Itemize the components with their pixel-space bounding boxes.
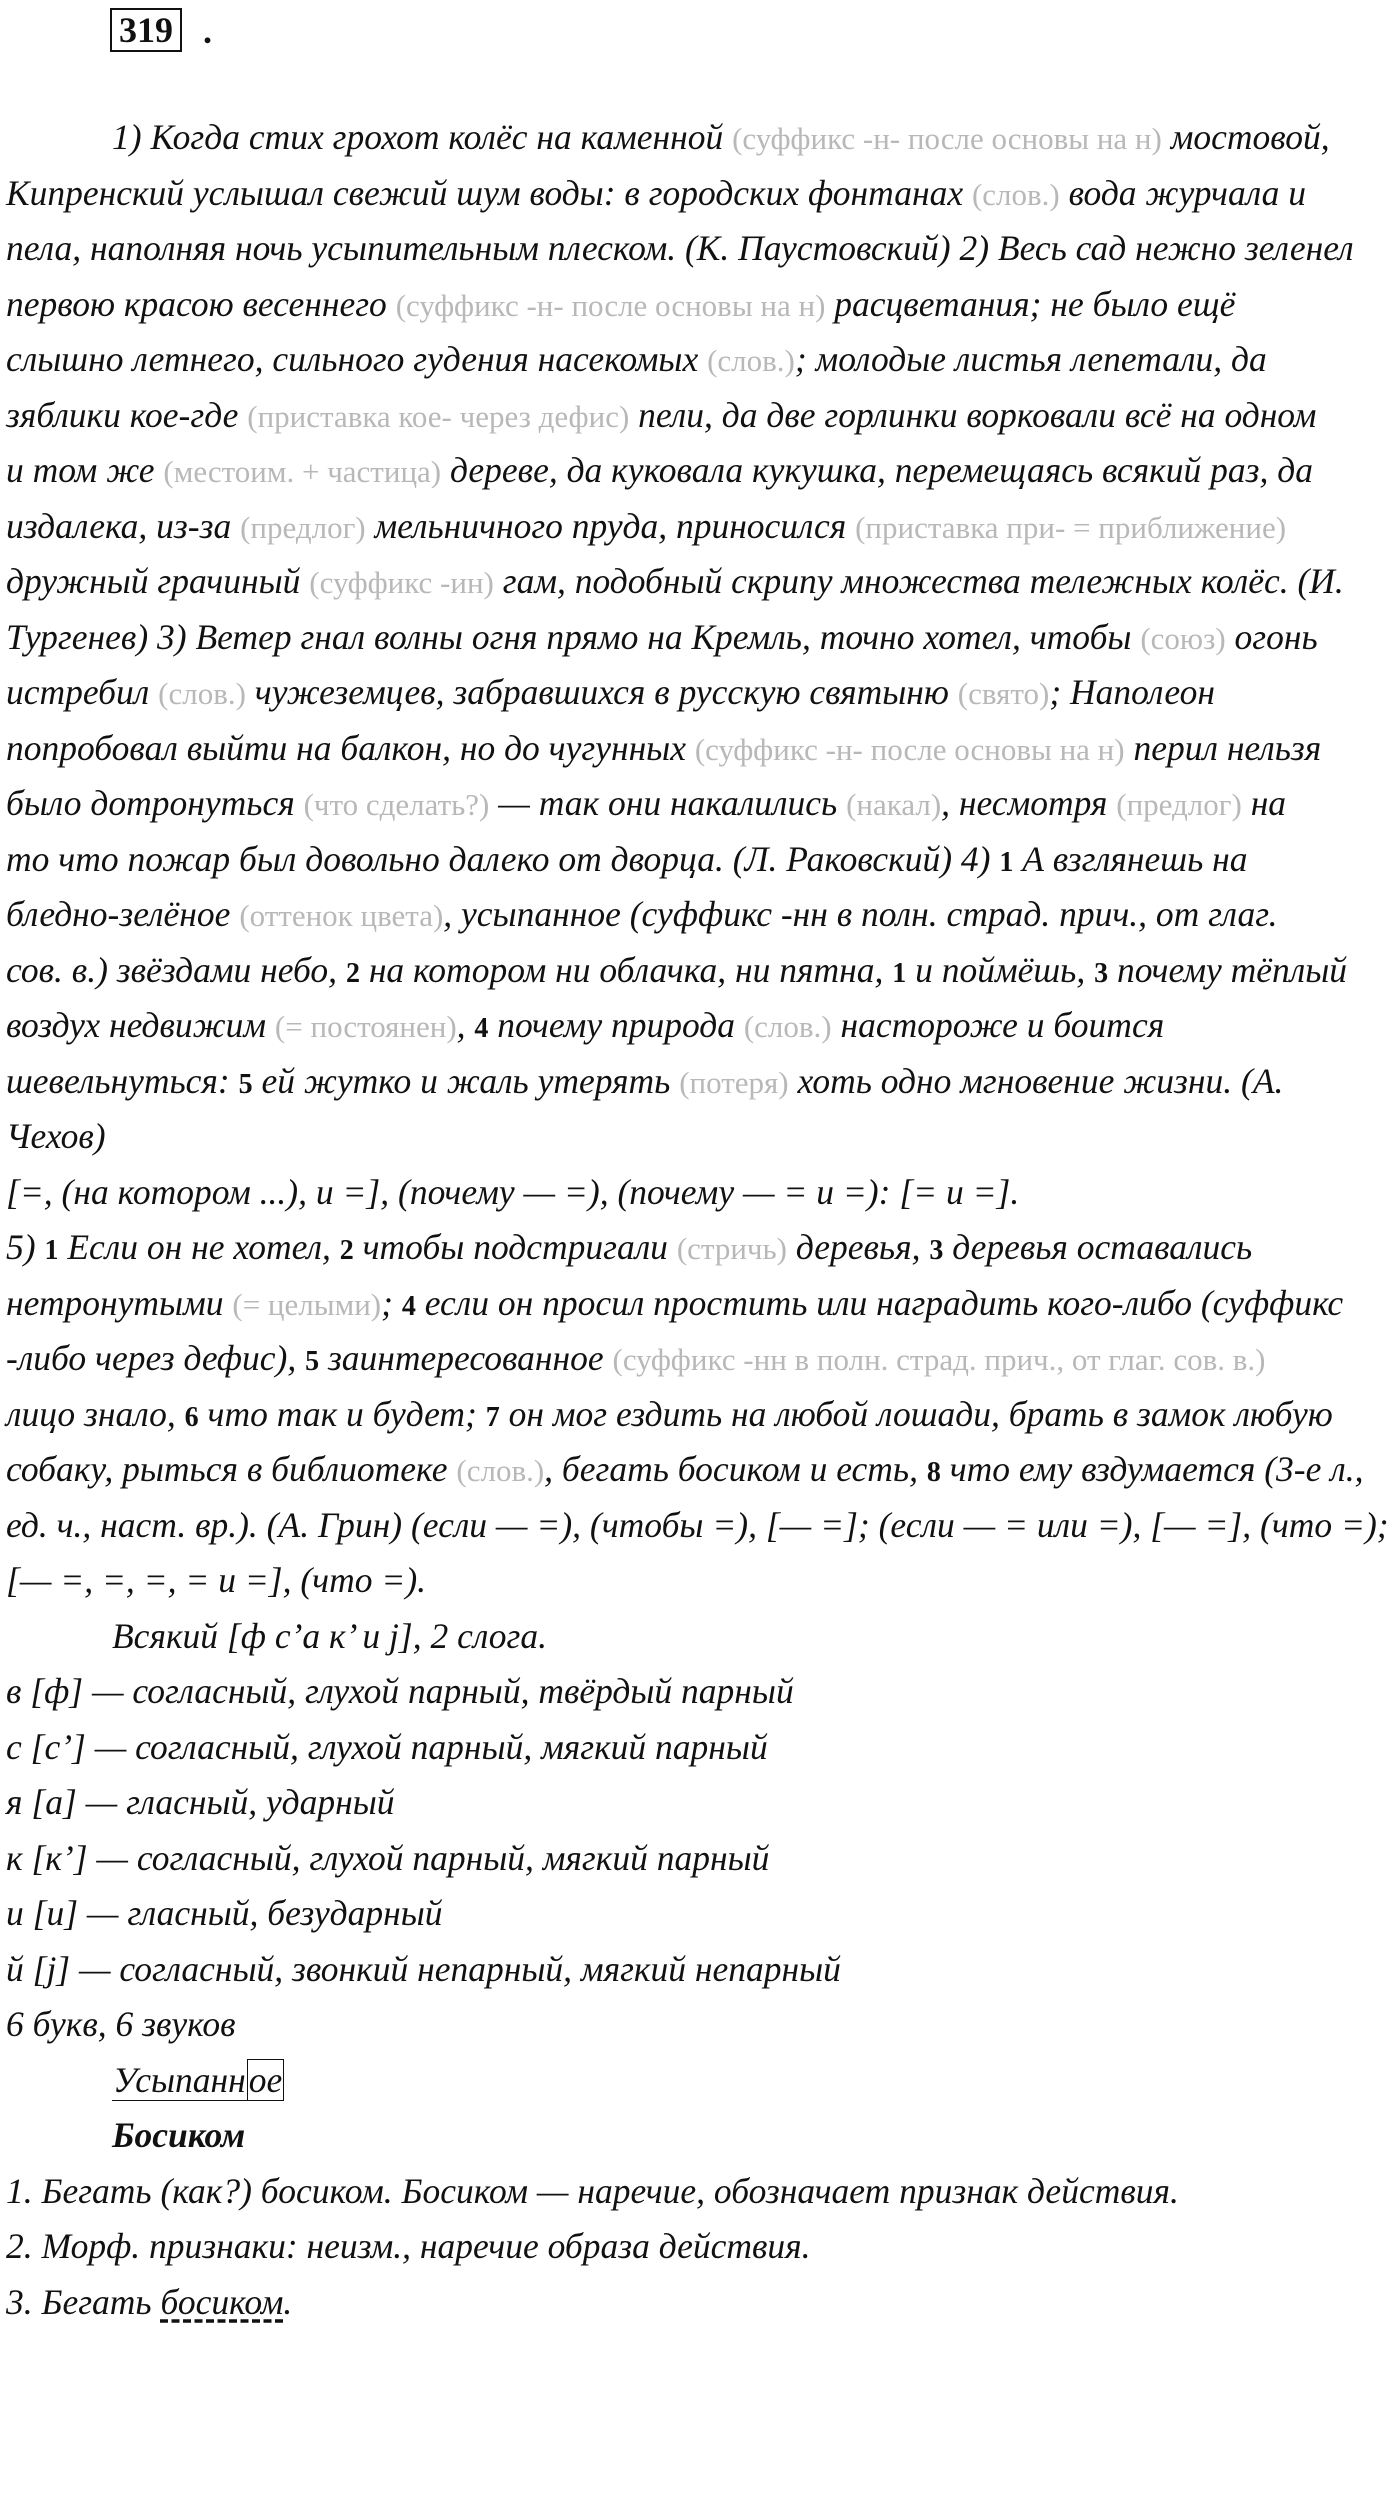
paragraph-line: Тургенев) 3) Ветер гнал волны огня прямо на Кремль, точно хотел, чтобы (союз) огонь [6,616,1318,657]
morphemic-analysis [6,2053,1394,2109]
paragraph-line: то что пожар был довольно далеко от дворца. (Л. Раковский) 4) 1 А взглянешь на [6,838,1248,879]
paragraph-line: зяблики кое-где (приставка кое- через дефис) пели, да две горлинки ворковали всё на одном [6,394,1317,435]
paragraph-line: [— =, =, =, = и =], (что =). [6,1560,427,1600]
paragraph-line: Кипренский услышал свежий шум воды: в городских фонтанах (слов.) вода журчала и [6,172,1306,213]
paragraph-line: пела, наполняя ночь усыпительным плеском. (К. Паустовский) 2) Весь сад нежно зеленел [6,228,1354,268]
morph-title: Босиком [112,2115,246,2155]
paragraph-line: 1) Когда стих грохот колёс на каменной (суффикс -н- после основы на н) мостовой, [112,117,1330,157]
paragraph-line: лицо знало, 6 что так и будет; 7 он мог ездить на любой лошади, брать в замок любую [6,1393,1333,1434]
paragraph-line: и том же (местоим. + частица) дереве, да куковала кукушка, перемещаясь всякий раз, да [6,450,1313,490]
morph-item: 2. Морф. признаки: неизм., наречие образа действия. [6,2226,811,2266]
paragraph-line: попробовал выйти на балкон, но до чугунных (суффикс -н- после основы на н) перил нельзя [6,727,1322,768]
morph-item: 3. Бегать босиком. [6,2281,293,2322]
exercise-number-dot: . [203,11,212,51]
scheme-line: [=, (на котором ...), и =], (почему — =), (почему — = и =): [= и =]. [6,1171,1020,1212]
paragraph-line: первою красою весеннего (суффикс -н- после основы на н) расцветания; не было ещё [6,283,1236,324]
phonetic-row: й [j] — согласный, звонкий непарный, мягкий непарный [6,1948,841,1989]
paragraph-line: шевельнуться: 5 ей жутко и жаль утерять (потеря) хоть одно мгновение жизни. (А. [6,1060,1284,1101]
paragraph-line: собаку, рыться в библиотеке (слов.), бегать босиком и есть, 8 что ему вздумается (3-е л., [6,1449,1364,1489]
paragraph-line: дружный грачиный (суффикс -ин) гам, подобный скрипу множества тележных колёс. (И. [6,561,1344,601]
paragraph-line: сов. в.) звёздами небо, 2 на котором ни облачка, ни пятна, 1 и поймёшь, 3 почему тёплый [6,949,1348,990]
ending-box: ое [248,2059,283,2100]
paragraph-line: ед. ч., наст. вр.). (А. Грин) (если — =), (чтобы =), [— =]; (если — = или =), [— =], (что =); [6,1504,1389,1545]
paragraph-line: слышно летнего, сильного гудения насекомых (слов.); молодые листья лепетали, да [6,339,1267,379]
phonetic-title: Всякий [ф с’а к’ и j], 2 слога. [112,1615,547,1656]
paragraph-line: воздух недвижим (= постоянен), 4 почему природа (слов.) настороже и боится [6,1005,1165,1045]
text-lines [6,110,1394,2330]
paragraph-line: Чехов) [6,1116,106,1156]
paragraph-line: издалека, из-за (предлог) мельничного пруда, приносился (приставка при- = приближение) [6,505,1287,546]
paragraph-line: истребил (слов.) чужеземцев, забравшихся в русскую святыню (свято); Наполеон [6,672,1216,712]
exercise-number: 319 [110,8,182,52]
exercise-text [6,110,1394,2330]
phonetic-row: и [и] — гласный, безударный [6,1893,443,1933]
word-stem-box: Усыпанн [113,2059,246,2100]
phonetic-row: в [ф] — согласный, глухой парный, твёрдый парный [6,1671,794,1711]
paragraph-line: 5) 1 Если он не хотел, 2 чтобы подстригали (стричь) деревья, 3 деревья оставались [6,1227,1253,1267]
paragraph-line: -либо через дефис), 5 заинтересованное (суффикс -нн в полн. страд. прич., от глаг. сов. в.) [6,1338,1266,1378]
phonetic-summary: 6 букв, 6 звуков [6,2004,236,2044]
paragraph-line: было дотронуться (что сделать?) — так они накалились (накал), несмотря (предлог) на [6,783,1287,823]
morph-item: 1. Бегать (как?) босиком. Босиком — наречие, обозначает признак действия. [6,2170,1179,2211]
adverb-underlined: босиком [160,2281,284,2322]
phonetic-row: с [с’] — согласный, глухой парный, мягкий парный [6,1726,768,1767]
phonetic-row: к [к’] — согласный, глухой парный, мягкий парный [6,1837,770,1878]
paragraph-line: бледно-зелёное (оттенок цвета), усыпанное (суффикс -нн в полн. страд. прич., от глаг. [6,894,1278,934]
paragraph-line: нетронутыми (= целыми); 4 если он просил простить или наградить кого-либо (суффикс [6,1282,1344,1323]
phonetic-row: я [а] — гласный, ударный [6,1782,395,1822]
